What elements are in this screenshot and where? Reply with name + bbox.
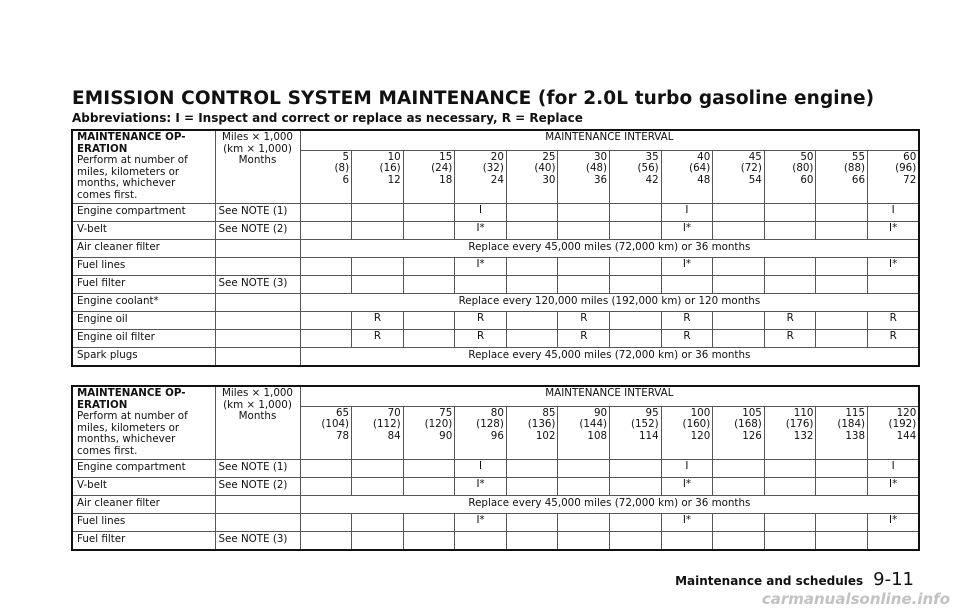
- item-label: Air cleaner filter: [72, 240, 215, 258]
- interval-cell-value: [506, 478, 558, 496]
- interval-cell-text: 115 (184) 138: [837, 406, 866, 442]
- interval-cell-value: [764, 204, 816, 222]
- interval-cell-value: I*: [661, 514, 713, 532]
- interval-cell-value: [764, 478, 816, 496]
- interval-cell-text: 110 (176) 132: [785, 406, 814, 442]
- footer-section-title: Maintenance and schedules: [675, 574, 864, 588]
- interval-title: [300, 130, 919, 150]
- interval-span-note: Replace every 45,000 miles (72,000 km) or 36 months: [300, 240, 919, 258]
- item-label: Engine oil filter: [72, 330, 215, 348]
- interval-cell-value: [300, 514, 352, 532]
- interval-cell-value: [558, 460, 610, 478]
- item-label: Spark plugs: [72, 348, 215, 367]
- interval-cell: [868, 150, 920, 203]
- interval-cell-text: 60 (96) 72: [895, 150, 917, 186]
- item-note: [215, 330, 300, 348]
- interval-cell: [764, 406, 816, 459]
- table-row: [72, 294, 919, 312]
- interval-cell-value: [558, 222, 610, 240]
- maintenance-table-2: [71, 385, 920, 551]
- interval-cell-value: R: [455, 330, 507, 348]
- interval-cell-value: [403, 330, 455, 348]
- units-header-text: Miles × 1,000 (km × 1,000) Months: [222, 387, 293, 422]
- interval-cell: [300, 406, 352, 459]
- operation-description: Perform at number of miles, kilometers or months, whichever comes first.: [77, 154, 188, 201]
- interval-span-note: Replace every 45,000 miles (72,000 km) or 36 months: [300, 348, 919, 367]
- interval-cell: [764, 150, 816, 203]
- interval-cell-value: [610, 478, 662, 496]
- operation-title: MAINTENANCE OP- ERATION: [77, 387, 186, 411]
- interval-cell-value: [713, 460, 765, 478]
- interval-cell-value: I*: [455, 222, 507, 240]
- item-note: [215, 258, 300, 276]
- interval-cell-value: I: [868, 460, 920, 478]
- interval-cell-value: [403, 514, 455, 532]
- item-note: See NOTE (2): [215, 478, 300, 496]
- interval-span-note: Replace every 120,000 miles (192,000 km) or 120 months: [300, 294, 919, 312]
- interval-cell-value: R: [764, 312, 816, 330]
- item-note: See NOTE (3): [215, 276, 300, 294]
- interval-cell-value: I: [661, 460, 713, 478]
- interval-cell-value: I*: [868, 478, 920, 496]
- interval-cell-value: [403, 312, 455, 330]
- interval-cell-value: [506, 312, 558, 330]
- interval-cell-value: [816, 204, 868, 222]
- table-row: [72, 348, 919, 367]
- interval-cell-value: [352, 204, 404, 222]
- interval-cell: [713, 406, 765, 459]
- interval-cell-value: [816, 312, 868, 330]
- interval-cell-value: [764, 276, 816, 294]
- item-note: [215, 240, 300, 258]
- table-row: [72, 532, 919, 551]
- interval-cell: [558, 150, 610, 203]
- interval-cell-value: I*: [661, 478, 713, 496]
- interval-cell-text: 15 (24) 18: [431, 150, 453, 186]
- interval-cell-value: [816, 330, 868, 348]
- item-note: [215, 312, 300, 330]
- interval-cell-value: R: [764, 330, 816, 348]
- table-row: [72, 276, 919, 294]
- interval-cell: [506, 150, 558, 203]
- item-label: V-belt: [72, 478, 215, 496]
- interval-cell-value: [300, 258, 352, 276]
- interval-cell-value: [816, 532, 868, 551]
- interval-cell-value: [506, 514, 558, 532]
- interval-cell-value: [403, 478, 455, 496]
- interval-cell: [403, 406, 455, 459]
- interval-cell: [455, 150, 507, 203]
- interval-cell-value: I*: [868, 222, 920, 240]
- interval-cell-value: [506, 330, 558, 348]
- interval-cell-value: I*: [661, 258, 713, 276]
- interval-cell-value: [352, 478, 404, 496]
- item-label: Fuel lines: [72, 514, 215, 532]
- interval-cell-value: R: [352, 330, 404, 348]
- interval-cell-value: [661, 276, 713, 294]
- interval-cell-text: 70 (112) 84: [372, 406, 401, 442]
- interval-cell-value: [610, 514, 662, 532]
- interval-cell: [661, 406, 713, 459]
- item-label: Engine coolant*: [72, 294, 215, 312]
- interval-cell-value: [713, 478, 765, 496]
- interval-cell-value: I*: [661, 222, 713, 240]
- interval-cell-value: R: [868, 330, 920, 348]
- watermark: carmanualsonline.info: [761, 590, 950, 608]
- interval-cell: [403, 150, 455, 203]
- interval-cell-value: [610, 330, 662, 348]
- interval-cell-text: 100 (160) 120: [682, 406, 711, 442]
- units-header-text: Miles × 1,000 (km × 1,000) Months: [222, 131, 293, 166]
- interval-cell: [506, 406, 558, 459]
- abbreviations-note: Abbreviations: I = Inspect and correct or replace as necessary, R = Replace: [72, 111, 583, 125]
- interval-cell-text: 105 (168) 126: [734, 406, 762, 442]
- item-note: See NOTE (1): [215, 460, 300, 478]
- table-row: [72, 478, 919, 496]
- interval-cell-value: [764, 514, 816, 532]
- interval-title: [300, 386, 919, 406]
- interval-cell-text: 65 (104) 78: [321, 406, 350, 442]
- interval-cell-value: [610, 532, 662, 551]
- interval-cell-value: [764, 258, 816, 276]
- interval-cell-value: [713, 222, 765, 240]
- interval-cell-text: 10 (16) 12: [379, 150, 401, 186]
- interval-cell-value: [816, 276, 868, 294]
- interval-cell-value: I*: [455, 478, 507, 496]
- interval-span-note: Replace every 45,000 miles (72,000 km) or 36 months: [300, 496, 919, 514]
- interval-cell-value: [352, 276, 404, 294]
- interval-cell-value: R: [558, 312, 610, 330]
- interval-cell-value: [300, 330, 352, 348]
- interval-cell-value: [558, 204, 610, 222]
- interval-cell-value: [403, 258, 455, 276]
- operation-description: Perform at number of miles, kilometers or months, whichever comes first.: [77, 410, 188, 457]
- interval-cell-value: [610, 222, 662, 240]
- interval-cell-value: [816, 478, 868, 496]
- page-footer: [675, 569, 914, 590]
- table-row: [72, 258, 919, 276]
- interval-cell: [610, 406, 662, 459]
- interval-cell: [610, 150, 662, 203]
- interval-cell-value: [868, 276, 920, 294]
- interval-cell-text: 45 (72) 54: [740, 150, 762, 186]
- interval-cell-value: I*: [455, 514, 507, 532]
- interval-cell-value: [506, 460, 558, 478]
- interval-cell-text: 5 (8) 6: [334, 150, 350, 186]
- interval-cell-value: [558, 514, 610, 532]
- interval-cell-text: 85 (136) 102: [527, 406, 556, 442]
- interval-cell-text: 80 (128) 96: [476, 406, 504, 442]
- interval-cell-value: [300, 532, 352, 551]
- interval-cell-value: [661, 532, 713, 551]
- table-row: [72, 514, 919, 532]
- interval-cell-value: [610, 312, 662, 330]
- interval-cell-value: [816, 460, 868, 478]
- interval-cell-value: I*: [868, 514, 920, 532]
- interval-cell-value: [352, 258, 404, 276]
- interval-cell-text: 95 (152) 114: [630, 406, 659, 442]
- interval-cell-value: [403, 204, 455, 222]
- interval-cell-value: [764, 460, 816, 478]
- interval-cell-value: I: [661, 204, 713, 222]
- interval-cell: [816, 150, 868, 203]
- interval-cell-value: [506, 222, 558, 240]
- interval-cell-value: [558, 532, 610, 551]
- interval-cell-value: [455, 276, 507, 294]
- interval-cell-value: R: [352, 312, 404, 330]
- interval-cell-value: [816, 514, 868, 532]
- interval-cell-text: 25 (40) 30: [534, 150, 556, 186]
- header-row: [72, 130, 919, 150]
- item-note: [215, 294, 300, 312]
- interval-cell-text: 40 (64) 48: [689, 150, 711, 186]
- interval-cell-value: I: [455, 204, 507, 222]
- interval-cell: [558, 406, 610, 459]
- item-label: Fuel filter: [72, 276, 215, 294]
- interval-cell-text: 55 (88) 66: [843, 150, 866, 186]
- interval-cell-value: [352, 532, 404, 551]
- interval-cell-value: [300, 204, 352, 222]
- interval-cell-value: [352, 460, 404, 478]
- item-note: [215, 348, 300, 367]
- interval-cell-value: [300, 276, 352, 294]
- interval-cell-value: I*: [455, 258, 507, 276]
- interval-cell-value: [506, 204, 558, 222]
- item-note: [215, 514, 300, 532]
- item-note: See NOTE (3): [215, 532, 300, 551]
- interval-cell: [661, 150, 713, 203]
- interval-cell-value: R: [661, 312, 713, 330]
- interval-cell-value: [455, 532, 507, 551]
- header-row: [72, 386, 919, 406]
- item-note: See NOTE (2): [215, 222, 300, 240]
- interval-cell-value: [558, 258, 610, 276]
- interval-cell-value: [300, 460, 352, 478]
- interval-cell-value: [403, 460, 455, 478]
- interval-cell-value: I*: [868, 258, 920, 276]
- interval-title-text: MAINTENANCE INTERVAL: [545, 131, 674, 143]
- operation-header: [72, 386, 215, 460]
- interval-cell-text: 30 (48) 36: [585, 150, 608, 186]
- maintenance-table-1: [71, 129, 920, 367]
- table-row: [72, 330, 919, 348]
- units-header: [215, 130, 300, 204]
- interval-cell-value: [713, 258, 765, 276]
- interval-cell-value: [713, 276, 765, 294]
- table-row: [72, 240, 919, 258]
- interval-cell-value: [713, 330, 765, 348]
- item-note: [215, 496, 300, 514]
- interval-cell-value: [868, 532, 920, 551]
- operation-title: MAINTENANCE OP- ERATION: [77, 131, 186, 155]
- table-row: [72, 312, 919, 330]
- interval-cell-text: 75 (120) 90: [424, 406, 453, 442]
- interval-cell-value: I: [868, 204, 920, 222]
- item-label: Air cleaner filter: [72, 496, 215, 514]
- interval-cell-value: [558, 478, 610, 496]
- page-title: EMISSION CONTROL SYSTEM MAINTENANCE (for 2.0L turbo gasoline engine): [72, 88, 875, 109]
- interval-cell-value: R: [455, 312, 507, 330]
- interval-cell-value: [764, 222, 816, 240]
- interval-cell-value: [610, 276, 662, 294]
- item-label: Fuel lines: [72, 258, 215, 276]
- units-header: [215, 386, 300, 460]
- interval-cell-value: [713, 532, 765, 551]
- interval-title-text: MAINTENANCE INTERVAL: [545, 387, 674, 399]
- interval-cell-value: [816, 222, 868, 240]
- interval-cell-value: [300, 312, 352, 330]
- interval-cell-value: [506, 276, 558, 294]
- item-label: Engine compartment: [72, 204, 215, 222]
- interval-cell-value: [403, 222, 455, 240]
- interval-cell-value: [300, 478, 352, 496]
- interval-cell-text: 50 (80) 60: [792, 150, 814, 186]
- interval-cell-value: [713, 514, 765, 532]
- table-row: [72, 460, 919, 478]
- interval-cell-value: R: [661, 330, 713, 348]
- interval-cell: [455, 406, 507, 459]
- interval-cell-value: R: [868, 312, 920, 330]
- interval-cell-value: [352, 514, 404, 532]
- item-note: See NOTE (1): [215, 204, 300, 222]
- item-label: Engine compartment: [72, 460, 215, 478]
- interval-cell-value: [713, 204, 765, 222]
- interval-cell-value: [403, 532, 455, 551]
- interval-cell-value: [506, 532, 558, 551]
- interval-cell-text: 120 (192) 144: [888, 406, 917, 442]
- interval-cell-value: I: [455, 460, 507, 478]
- interval-cell-text: 20 (32) 24: [482, 150, 504, 186]
- item-label: Fuel filter: [72, 532, 215, 551]
- interval-cell-text: 90 (144) 108: [579, 406, 608, 442]
- interval-cell: [300, 150, 352, 203]
- interval-cell-value: [610, 204, 662, 222]
- operation-header: [72, 130, 215, 204]
- interval-cell-value: [403, 276, 455, 294]
- interval-cell: [352, 406, 404, 459]
- interval-cell-value: [610, 258, 662, 276]
- interval-cell: [816, 406, 868, 459]
- interval-cell-value: [558, 276, 610, 294]
- item-label: Engine oil: [72, 312, 215, 330]
- interval-cell: [868, 406, 920, 459]
- table-row: [72, 204, 919, 222]
- interval-cell-value: [506, 258, 558, 276]
- table-row: [72, 222, 919, 240]
- page-number: 9-11: [873, 569, 914, 590]
- interval-cell-value: [300, 222, 352, 240]
- interval-cell-value: [816, 258, 868, 276]
- interval-cell-value: [764, 532, 816, 551]
- interval-cell-value: [713, 312, 765, 330]
- interval-cell-value: [352, 222, 404, 240]
- interval-cell-text: 35 (56) 42: [637, 150, 659, 186]
- item-label: V-belt: [72, 222, 215, 240]
- table-row: [72, 496, 919, 514]
- interval-cell-value: [610, 460, 662, 478]
- interval-cell: [352, 150, 404, 203]
- interval-cell-value: R: [558, 330, 610, 348]
- interval-cell: [713, 150, 765, 203]
